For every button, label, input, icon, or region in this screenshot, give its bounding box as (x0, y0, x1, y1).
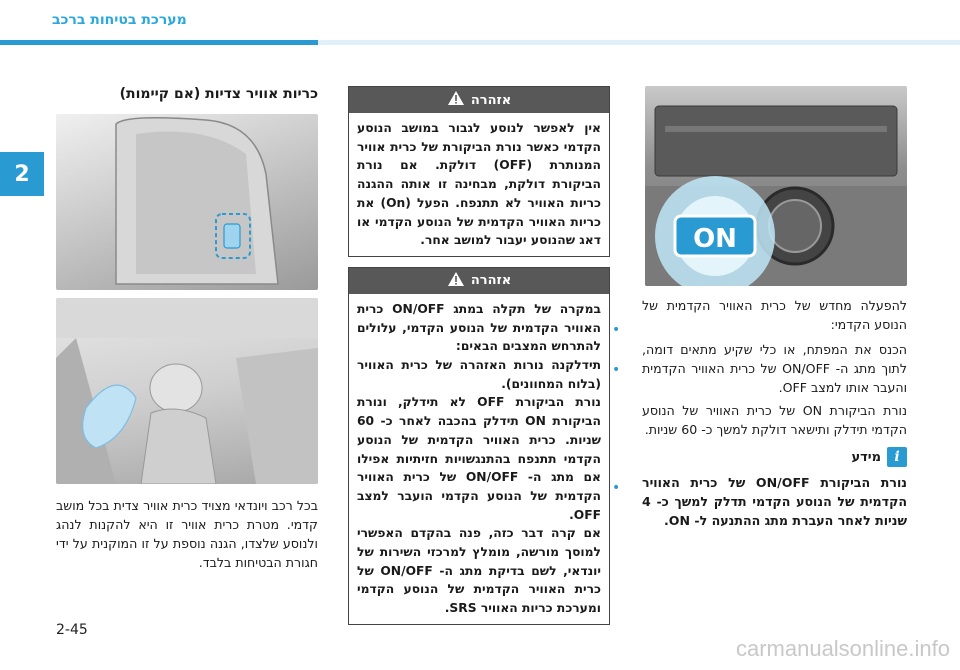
info-note-title: מידע (851, 449, 881, 465)
warning-title-2: אזהרה (470, 273, 512, 289)
on-indicator-label: ON (693, 224, 737, 254)
bullet-dot: • (612, 322, 621, 338)
right-column (642, 86, 907, 530)
page-number: 2-45 (56, 622, 88, 638)
info-note-header (642, 447, 907, 467)
warning-box-2 (348, 267, 610, 625)
bullet-dot: • (612, 362, 621, 378)
side-airbag-description: בכל רכב ויונדאי מצויד כרית אוויר צדית בכל מושב קדמי. מטרת כרית אוויר זו היא להקנות לנהג ולנוסע שלצדו, הגנה נוספת על זו המוקנית על ידי חגורת הבטיחות בלבד. (56, 498, 318, 570)
warning-box-1 (348, 86, 610, 257)
header-rule-accent (0, 40, 318, 45)
info-icon: i (887, 447, 907, 467)
reactivate-intro: להפעלה מחדש של כרית האוויר הקדמית של הנוסע הקדמי: (642, 298, 907, 332)
warning2-line-4: אם קרה דבר כזה, פנה בהקדם האפשרי למוסך מורשה, מומלץ למרכזי השירות של יונדאי, לשם בדיקת מתג ה- ON/OFF של כרית האוויר הקדמית של הנוסע הקדמי ומערכת כריות האוויר SRS. (357, 526, 601, 616)
warning2-line-3: נורת הביקורת OFF לא תידלק, ונורת הביקורת ON תידלק בהכבה לאחר כ- 60 שניות. כרית האוויר הקדמית של הנוסע הקדמי תתנפח בהתנגשויות חזיתיות אפילו אם מתג ה- ON/OFF של כרית האוויר הקדמית של הנוסע הקדמי הועבר למצב OFF. (357, 395, 601, 522)
side-airbag-title: כריות אוויר צדיות (אם קיימות) (119, 86, 318, 102)
warning-title-1: אזהרה (470, 92, 512, 108)
warning-triangle-icon (447, 90, 465, 110)
seat-side-airbag-photo (56, 114, 318, 290)
warning-header-2 (349, 268, 609, 294)
warning-body-2 (349, 294, 609, 624)
info-note-body: נורת הביקורת ON/OFF של כרית האוויר הקדמית של הנוסע הקדמי תדלק למשך כ- 4 שניות לאחר העברת מתג ההתנעה ל- ON. (642, 475, 908, 528)
middle-column (348, 86, 610, 635)
airbag-deployed-photo (56, 298, 318, 484)
left-column (56, 86, 318, 572)
reactivate-step-1: הכנס את המפתח, או כלי שקיע מתאים דומה, לתוך מתג ה- ON/OFF של כרית האוויר הקדמית והעבר אותו למצב OFF. (642, 342, 907, 395)
reactivate-step-2: נורת הביקורת ON של כרית האוויר של הנוסע הקדמי תידלק ותישאר דולקת למשך כ- 60 שניות. (642, 403, 907, 437)
bullet-dot: • (612, 480, 621, 496)
header-title: מערכת בטיחות ברכב (52, 12, 187, 28)
warning-header-1 (349, 87, 609, 113)
warning2-line-2: תידלקנה נורות האזהרה של כרית האוויר (בלוח המחוונים). (357, 358, 601, 391)
warning2-line-1: במקרה של תקלה במתג ON/OFF כרית האוויר הקדמית של הנוסע הקדמי, עלולים להתרחש המצבים הבאים: (357, 301, 602, 354)
chapter-tab: 2 (0, 152, 44, 196)
passenger-airbag-switch-photo (645, 86, 907, 286)
warning-body-1: אין לאפשר לנוסע לגבור במושב הנוסע הקדמי כאשר נורת הביקורת של כרית אוויר המנותרת (OFF) דולקת. אם נורת הביקורת דולקת, מבחינה זו אותה ההגנה כריות האוויר לא תתנפח. הפעל (On) את כריות האוויר הקדמית של הנוסע הקדמי או דאג שהנוסע יעבור למושב אחר. (357, 121, 601, 248)
watermark: carmanualsonline.info (735, 636, 950, 661)
warning-triangle-icon (447, 271, 465, 291)
